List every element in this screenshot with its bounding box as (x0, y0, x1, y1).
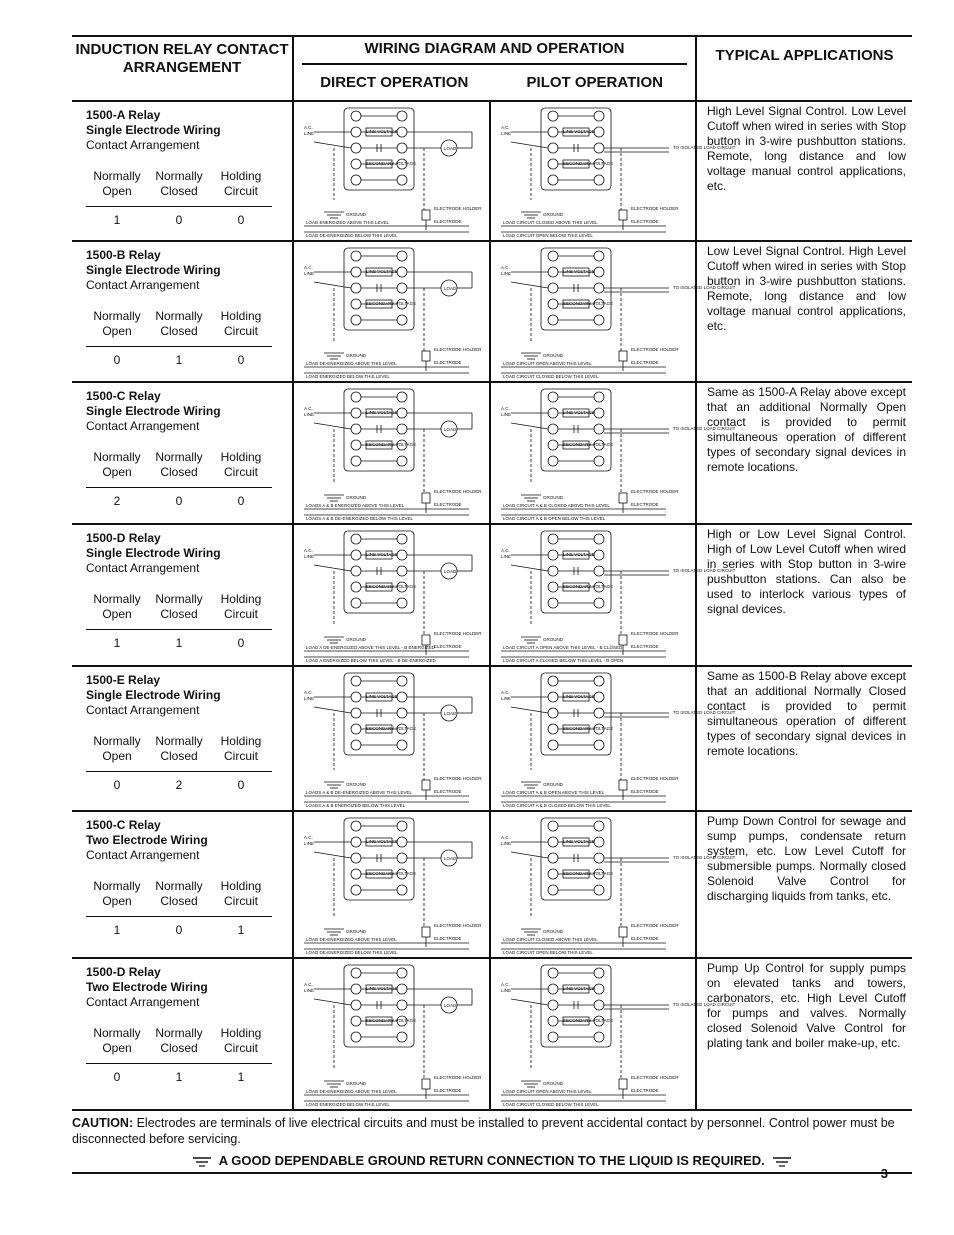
diagram-label: LINE (501, 131, 512, 136)
wiring-diagram-svg (294, 812, 489, 957)
level-label-below: LOAD CIRCUIT A & B OPEN BELOW THIS LEVEL (503, 516, 606, 521)
diagram-label: ELECTRODE (434, 789, 462, 794)
col-normally-open: Normally Open (93, 592, 141, 621)
diagram-label: ELECTRODE HOLDER (631, 1075, 679, 1080)
diagram-label: A.C. (304, 835, 313, 840)
diagram-label: GROUND (346, 782, 366, 787)
col-normally-open: Normally Open (93, 450, 141, 479)
diagram-label: A.C. (304, 690, 313, 695)
direct-operation-diagram (293, 241, 490, 382)
diagram-label: TO ISOLATED LOAD CIRCUIT (673, 568, 736, 573)
relay-name: 1500-C Relay (86, 389, 161, 403)
arrangement-label: Contact Arrangement (86, 848, 200, 862)
diagram-label: LOAD (444, 1003, 457, 1008)
diagram-label: GROUND (543, 212, 563, 217)
column-labels (86, 879, 272, 909)
relay-row (72, 666, 912, 811)
level-label-below: LOAD CIRCUIT CLOSED BELOW THIS LEVEL (503, 1102, 599, 1107)
level-label-below: LOAD CIRCUIT CLOSED BELOW THIS LEVEL (503, 374, 599, 379)
diagram-label: LINE VOLTAGE (563, 129, 595, 134)
diagram-label: LINE VOLTAGE (563, 839, 595, 844)
diagram-label: ELECTRODE (434, 644, 462, 649)
diagram-label: A.C. (304, 125, 313, 130)
caution-note (72, 1115, 912, 1147)
diagram-label: LOAD (444, 569, 457, 574)
diagram-label: ELECTRODE (631, 502, 659, 507)
contact-values (86, 487, 272, 508)
wiring-type: Single Electrode Wiring (86, 404, 221, 418)
level-label-below: LOAD ENERGIZED BELOW THIS LEVEL (306, 1102, 390, 1107)
col-normally-open: Normally Open (93, 309, 141, 338)
column-labels (86, 309, 272, 339)
header-wiring-diagram (293, 36, 696, 101)
level-label-below: LOAD ENERGIZED BELOW THIS LEVEL (306, 374, 390, 379)
level-label-below: LOAD DE-ENERGIZED BELOW THIS LEVEL (306, 233, 398, 238)
diagram-label: TO ISOLATED LOAD CIRCUIT (673, 1002, 736, 1007)
diagram-label: LINE VOLTAGE (563, 694, 595, 699)
relay-name: 1500-A Relay (86, 108, 161, 122)
diagram-label: TO ISOLATED LOAD CIRCUIT (673, 285, 736, 290)
diagram-label: SECONDARY VOLTAGE (563, 1018, 614, 1023)
col-normally-closed: Normally Closed (155, 734, 203, 763)
col-normally-closed: Normally Closed (155, 309, 203, 338)
arrangement-label: Contact Arrangement (86, 419, 200, 433)
arrangement-label: Contact Arrangement (86, 138, 200, 152)
direct-operation-diagram (293, 811, 490, 958)
wiring-diagram-svg (294, 525, 489, 665)
col-normally-closed: Normally Closed (155, 169, 203, 198)
pilot-operation-diagram (490, 241, 736, 382)
diagram-label: LINE VOLTAGE (366, 986, 398, 991)
diagram-label: LINE VOLTAGE (563, 410, 595, 415)
diagram-label: GROUND (346, 212, 366, 217)
relay-name: 1500-B Relay (86, 248, 161, 262)
level-label-below: LOAD CIRCUIT OPEN BELOW THIS LEVEL (503, 950, 593, 955)
diagram-label: LINE VOLTAGE (366, 839, 398, 844)
diagram-label: ELECTRODE HOLDER (631, 347, 679, 352)
diagram-label: LINE (501, 271, 512, 276)
wiring-diagram-svg (491, 667, 736, 810)
level-label-above: LOAD CIRCUIT A OPEN ABOVE THIS LEVEL - B CLOSED (503, 645, 623, 650)
diagram-label: SECONDARY VOLTAGE (563, 726, 614, 731)
diagram-label: LINE (304, 988, 315, 993)
diagram-label: ELECTRODE (631, 219, 659, 224)
diagram-label: SECONDARY VOLTAGE (563, 871, 614, 876)
diagram-label: ELECTRODE (631, 1088, 659, 1093)
diagram-label: ELECTRODE HOLDER (434, 776, 482, 781)
application-text: Low Level Signal Control. High Level Cutoff when wired in series with Stop button in 3-wire pushbutton stations. Remote, long distance and low voltage manual control applications, etc. (696, 241, 912, 382)
header-pilot-operation: PILOT OPERATION (526, 74, 663, 91)
diagram-label: ELECTRODE HOLDER (434, 631, 482, 636)
pilot-operation-diagram (490, 382, 736, 524)
col-normally-closed: Normally Closed (155, 592, 203, 621)
col-normally-closed: Normally Closed (155, 450, 203, 479)
relay-name: 1500-E Relay (86, 673, 161, 687)
contact-arrangement-cell (72, 524, 293, 666)
value-normally-closed: 0 (175, 213, 183, 227)
level-label-below: LOADS A & B DE-ENERGIZED BELOW THIS LEVEL (306, 516, 413, 521)
diagram-label: A.C. (501, 265, 510, 270)
diagram-label: LINE (304, 554, 315, 559)
level-label-above: LOAD DE-ENERGIZED ABOVE THIS LEVEL (306, 937, 397, 942)
diagram-label: LINE (304, 271, 315, 276)
diagram-label: SECONDARY VOLTAGE (366, 1018, 417, 1023)
direct-operation-diagram (293, 958, 490, 1110)
wiring-type: Single Electrode Wiring (86, 123, 221, 137)
value-normally-open: 0 (113, 353, 121, 367)
level-label-below: LOAD A ENERGIZED BELOW THIS LEVEL - B DE-ENERGIZED (306, 658, 436, 663)
col-holding-circuit: Holding Circuit (220, 592, 262, 621)
diagram-label: ELECTRODE HOLDER (434, 489, 482, 494)
col-normally-closed: Normally Closed (155, 879, 203, 908)
column-labels (86, 734, 272, 764)
wiring-diagram-svg (294, 667, 489, 810)
column-labels (86, 1026, 272, 1056)
value-normally-open: 1 (113, 636, 121, 650)
col-normally-open: Normally Open (93, 1026, 141, 1055)
arrangement-label: Contact Arrangement (86, 995, 200, 1009)
contact-arrangement-cell (72, 958, 293, 1110)
col-holding-circuit: Holding Circuit (220, 169, 262, 198)
diagram-label: ELECTRODE HOLDER (631, 923, 679, 928)
diagram-label: SECONDARY VOLTAGE (563, 161, 614, 166)
diagram-label: SECONDARY VOLTAGE (366, 161, 417, 166)
level-label-above: LOAD CIRCUIT A & B OPEN ABOVE THIS LEVEL (503, 790, 605, 795)
pilot-operation-diagram (490, 811, 736, 958)
contact-arrangement-cell (72, 101, 293, 241)
diagram-label: LINE VOLTAGE (563, 269, 595, 274)
diagram-label: GROUND (346, 1081, 366, 1086)
wiring-diagram-svg (294, 102, 489, 240)
level-label-above: LOAD ENERGIZED ABOVE THIS LEVEL (306, 220, 389, 225)
header-wiring-title: WIRING DIAGRAM AND OPERATION (302, 37, 687, 65)
diagram-label: LINE (304, 412, 315, 417)
diagram-label: ELECTRODE HOLDER (434, 1075, 482, 1080)
value-holding-circuit: 0 (237, 494, 245, 508)
diagram-label: TO ISOLATED LOAD CIRCUIT (673, 145, 736, 150)
diagram-label: ELECTRODE (434, 502, 462, 507)
level-label-below: LOAD DE-ENERGIZED BELOW THIS LEVEL (306, 950, 398, 955)
col-holding-circuit: Holding Circuit (220, 734, 262, 763)
diagram-label: GROUND (543, 353, 563, 358)
contact-arrangement-cell (72, 241, 293, 382)
column-labels (86, 169, 272, 199)
value-normally-closed: 0 (175, 494, 183, 508)
level-label-below: LOADS A & B ENERGIZED BELOW THIS LEVEL (306, 803, 406, 808)
contact-values (86, 771, 272, 792)
level-label-above: LOAD DE-ENERGIZED ABOVE THIS LEVEL (306, 361, 397, 366)
diagram-label: ELECTRODE HOLDER (631, 631, 679, 636)
level-label-above: LOAD CIRCUIT OPEN ABOVE THIS LEVEL (503, 361, 592, 366)
diagram-label: LINE VOLTAGE (366, 129, 398, 134)
value-holding-circuit: 0 (237, 778, 245, 792)
diagram-label: SECONDARY VOLTAGE (563, 584, 614, 589)
value-normally-open: 0 (113, 778, 121, 792)
arrangement-label: Contact Arrangement (86, 278, 200, 292)
diagram-label: ELECTRODE (631, 644, 659, 649)
diagram-label: LOAD (444, 711, 457, 716)
diagram-label: ELECTRODE (434, 219, 462, 224)
contact-arrangement-cell (72, 666, 293, 811)
diagram-label: A.C. (501, 548, 510, 553)
column-labels (86, 592, 272, 622)
value-holding-circuit: 1 (237, 1070, 245, 1084)
arrangement-label: Contact Arrangement (86, 561, 200, 575)
diagram-label: GROUND (346, 353, 366, 358)
diagram-label: GROUND (543, 495, 563, 500)
application-text: Same as 1500-A Relay above except that an additional Normally Open contact is provided to permit simultaneous operation of different types of secondary signal devices in remote locations. (696, 382, 912, 524)
diagram-label: ELECTRODE (631, 789, 659, 794)
direct-operation-diagram (293, 524, 490, 666)
value-normally-closed: 2 (175, 778, 183, 792)
diagram-label: TO ISOLATED LOAD CIRCUIT (673, 426, 736, 431)
diagram-label: A.C. (501, 835, 510, 840)
diagram-label: ELECTRODE (434, 1088, 462, 1093)
value-holding-circuit: 0 (237, 636, 245, 650)
diagram-label: TO ISOLATED LOAD CIRCUIT (673, 855, 736, 860)
relay-row (72, 958, 912, 1110)
relay-name: 1500-D Relay (86, 531, 161, 545)
relay-row (72, 524, 912, 666)
diagram-label: A.C. (501, 690, 510, 695)
caution-label: CAUTION: (72, 1116, 134, 1130)
contact-values (86, 629, 272, 650)
contact-values (86, 916, 272, 937)
diagram-label: GROUND (346, 637, 366, 642)
diagram-label: GROUND (543, 782, 563, 787)
wiring-type: Single Electrode Wiring (86, 546, 221, 560)
ground-text: A GOOD DEPENDABLE GROUND RETURN CONNECTION TO THE LIQUID IS REQUIRED. (218, 1153, 765, 1168)
diagram-label: LINE (304, 696, 315, 701)
diagram-label: GROUND (543, 929, 563, 934)
col-holding-circuit: Holding Circuit (220, 1026, 262, 1055)
diagram-label: LOAD (444, 286, 457, 291)
contact-values (86, 206, 272, 227)
application-text: Pump Up Control for supply pumps on elevated tanks and towers, carbonators, etc. High Level Cutoff for pumps and valves. Normally closed Solenoid Valve Control for plating tank and boiler make-up, etc. (696, 958, 912, 1110)
diagram-label: A.C. (501, 406, 510, 411)
wiring-diagram-svg (294, 959, 489, 1109)
diagram-label: ELECTRODE HOLDER (434, 347, 482, 352)
diagram-label: ELECTRODE HOLDER (434, 923, 482, 928)
pilot-operation-diagram (490, 958, 736, 1110)
header-direct-operation: DIRECT OPERATION (320, 74, 469, 91)
diagram-label: LINE VOLTAGE (366, 552, 398, 557)
level-label-above: LOAD CIRCUIT CLOSED ABOVE THIS LEVEL (503, 220, 598, 225)
wiring-diagram-svg (294, 383, 489, 523)
diagram-label: A.C. (501, 982, 510, 987)
col-holding-circuit: Holding Circuit (220, 450, 262, 479)
diagram-label: LINE (501, 988, 512, 993)
diagram-label: SECONDARY VOLTAGE (366, 584, 417, 589)
value-holding-circuit: 0 (237, 213, 245, 227)
diagram-label: LINE VOLTAGE (366, 694, 398, 699)
value-normally-closed: 0 (175, 923, 183, 937)
level-label-above: LOADS A & B DE-ENERGIZED ABOVE THIS LEVEL (306, 790, 412, 795)
wiring-type: Single Electrode Wiring (86, 263, 221, 277)
level-label-above: LOAD CIRCUIT OPEN ABOVE THIS LEVEL (503, 1089, 592, 1094)
diagram-label: SECONDARY VOLTAGE (366, 726, 417, 731)
diagram-label: ELECTRODE HOLDER (631, 206, 679, 211)
arrangement-label: Contact Arrangement (86, 703, 200, 717)
ground-symbol-icon (772, 1156, 792, 1168)
diagram-label: ELECTRODE (434, 360, 462, 365)
direct-operation-diagram (293, 382, 490, 524)
value-normally-open: 1 (113, 213, 121, 227)
value-normally-closed: 1 (175, 353, 183, 367)
diagram-label: A.C. (501, 125, 510, 130)
wiring-type: Two Electrode Wiring (86, 833, 208, 847)
diagram-label: A.C. (304, 548, 313, 553)
level-label-below: LOAD CIRCUIT A & B CLOSED BELOW THIS LEVEL (503, 803, 611, 808)
diagram-label: GROUND (543, 637, 563, 642)
relay-table (72, 35, 912, 1111)
diagram-label: SECONDARY VOLTAGE (563, 301, 614, 306)
level-label-above: LOADS A & B ENERGIZED ABOVE THIS LEVEL (306, 503, 405, 508)
direct-operation-diagram (293, 666, 490, 811)
wiring-type: Two Electrode Wiring (86, 980, 208, 994)
application-text: High Level Signal Control. Low Level Cutoff when wired in series with Stop button in 3-wire pushbutton stations. Remote, long distance and low voltage manual control applications, etc. (696, 101, 912, 241)
wiring-diagram-svg (491, 242, 736, 381)
diagram-label: ELECTRODE (631, 360, 659, 365)
pilot-operation-diagram (490, 101, 736, 241)
diagram-label: LINE VOLTAGE (366, 269, 398, 274)
diagram-label: SECONDARY VOLTAGE (366, 442, 417, 447)
header-typical-applications: TYPICAL APPLICATIONS (696, 36, 912, 101)
value-holding-circuit: 0 (237, 353, 245, 367)
diagram-label: LINE (501, 554, 512, 559)
diagram-label: LINE VOLTAGE (366, 410, 398, 415)
relay-row (72, 382, 912, 524)
col-normally-open: Normally Open (93, 879, 141, 908)
col-holding-circuit: Holding Circuit (220, 309, 262, 338)
wiring-diagram-svg (491, 102, 736, 240)
diagram-label: ELECTRODE HOLDER (631, 776, 679, 781)
level-label-below: LOAD CIRCUIT A CLOSED BELOW THIS LEVEL - B OPEN (503, 658, 624, 663)
diagram-label: LOAD (444, 146, 457, 151)
diagram-label: SECONDARY VOLTAGE (366, 301, 417, 306)
diagram-label: GROUND (543, 1081, 563, 1086)
table-header (72, 36, 912, 101)
diagram-label: TO ISOLATED LOAD CIRCUIT (673, 710, 736, 715)
diagram-label: SECONDARY VOLTAGE (366, 871, 417, 876)
diagram-label: LINE (501, 696, 512, 701)
col-normally-closed: Normally Closed (155, 1026, 203, 1055)
level-label-above: LOAD A DE-ENERGIZED ABOVE THIS LEVEL - B ENERGIZED (306, 645, 435, 650)
diagram-label: ELECTRODE (631, 936, 659, 941)
diagram-label: ELECTRODE HOLDER (434, 206, 482, 211)
diagram-label: LOAD (444, 427, 457, 432)
level-label-above: LOAD CIRCUIT A & B CLOSED ABOVE THIS LEVEL (503, 503, 610, 508)
ground-symbol-icon (192, 1156, 212, 1168)
diagram-label: ELECTRODE HOLDER (631, 489, 679, 494)
col-normally-open: Normally Open (93, 169, 141, 198)
page-number: 3 (880, 1166, 888, 1181)
contact-arrangement-cell (72, 382, 293, 524)
wiring-diagram-svg (491, 383, 736, 523)
application-text: High or Low Level Signal Control. High of Low Level Cutoff when wired in series with Stop button in 3-wire pushbutton stations. Can also be used to interlock various types of signal devices. (696, 524, 912, 666)
contact-arrangement-cell (72, 811, 293, 958)
contact-values (86, 346, 272, 367)
level-label-below: LOAD CIRCUIT OPEN BELOW THIS LEVEL (503, 233, 593, 238)
diagram-label: LINE (304, 131, 315, 136)
diagram-label: A.C. (304, 406, 313, 411)
relay-name: 1500-C Relay (86, 818, 161, 832)
contact-values (86, 1063, 272, 1084)
relay-row (72, 241, 912, 382)
wiring-type: Single Electrode Wiring (86, 688, 221, 702)
level-label-above: LOAD CIRCUIT CLOSED ABOVE THIS LEVEL (503, 937, 598, 942)
diagram-label: GROUND (346, 495, 366, 500)
diagram-label: LINE (304, 841, 315, 846)
caution-text: Electrodes are terminals of live electrical circuits and must be installed to prevent accidental contact by personnel. Control power must be disconnected before servicing. (72, 1116, 895, 1146)
pilot-operation-diagram (490, 666, 736, 811)
diagram-label: LINE (501, 841, 512, 846)
wiring-diagram-svg (491, 812, 736, 957)
direct-operation-diagram (293, 101, 490, 241)
ground-requirement (72, 1153, 912, 1174)
value-normally-open: 1 (113, 923, 121, 937)
application-text: Pump Down Control for sewage and sump pumps, condensate return system, etc. Low Level Cutoff for submersible pumps. Normally closed Solenoid Valve Control for discharging liquids from tanks, etc. (696, 811, 912, 958)
diagram-label: LINE (501, 412, 512, 417)
value-normally-closed: 1 (175, 1070, 183, 1084)
level-label-above: LOAD DE-ENERGIZED ABOVE THIS LEVEL (306, 1089, 397, 1094)
relay-row (72, 811, 912, 958)
col-holding-circuit: Holding Circuit (220, 879, 262, 908)
diagram-label: SECONDARY VOLTAGE (563, 442, 614, 447)
relay-name: 1500-D Relay (86, 965, 161, 979)
wiring-diagram-svg (491, 525, 736, 665)
diagram-label: ELECTRODE (434, 936, 462, 941)
page (72, 35, 912, 1174)
diagram-label: LOAD (444, 856, 457, 861)
diagram-label: A.C. (304, 265, 313, 270)
diagram-label: LINE VOLTAGE (563, 552, 595, 557)
diagram-label: A.C. (304, 982, 313, 987)
relay-row (72, 101, 912, 241)
value-normally-open: 0 (113, 1070, 121, 1084)
application-text: Same as 1500-B Relay above except that an additional Normally Closed contact is provided to permit simultaneous operation of different types of secondary signal devices in remote locations. (696, 666, 912, 811)
header-contact-arrangement: INDUCTION RELAY CONTACT ARRANGEMENT (72, 36, 293, 101)
value-normally-closed: 1 (175, 636, 183, 650)
value-holding-circuit: 1 (237, 923, 245, 937)
wiring-diagram-svg (294, 242, 489, 381)
wiring-diagram-svg (491, 959, 736, 1109)
diagram-label: LINE VOLTAGE (563, 986, 595, 991)
col-normally-open: Normally Open (93, 734, 141, 763)
pilot-operation-diagram (490, 524, 736, 666)
diagram-label: GROUND (346, 929, 366, 934)
value-normally-open: 2 (113, 494, 121, 508)
column-labels (86, 450, 272, 480)
